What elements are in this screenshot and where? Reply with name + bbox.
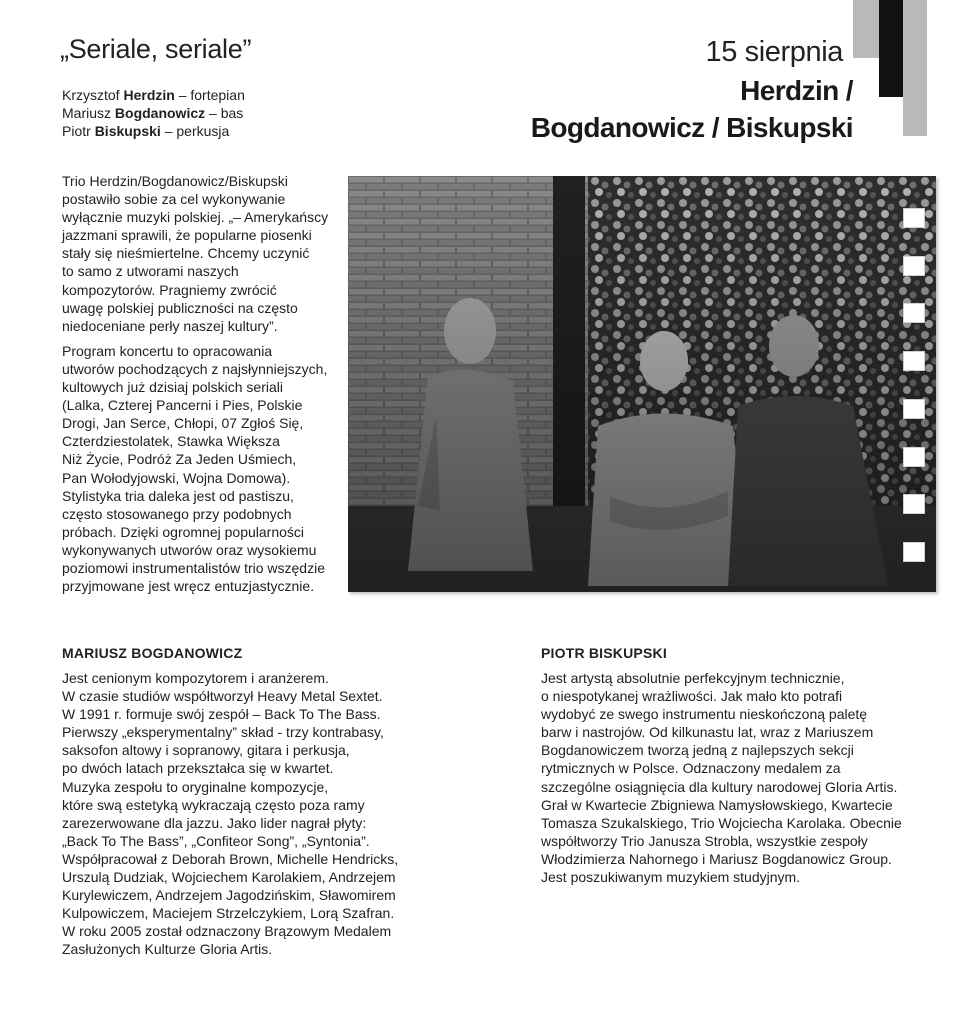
text-line: Urszulą Dudziak, Wojciechem Karolakiem, Andrzejem <box>62 869 396 886</box>
text-line: postawiło sobie za cel wykonywanie <box>62 191 286 208</box>
text-line: zarezerwowane dla jazzu. Jako lider nagrał płyty: <box>62 814 367 831</box>
text-line: Niż Życie, Podróż Za Jeden Uśmiech, <box>62 451 297 468</box>
text-line: stały się nieśmiertelne. Chcemy uczynić <box>62 245 310 262</box>
text-line: szczególne osiągnięcia dla kultury narodowej Gloria Artis. <box>541 778 898 795</box>
headline-line: Herdzin / <box>740 75 853 106</box>
text-line: wydobyć ze swego instrumentu nieskończoną paletę <box>541 706 868 723</box>
text-line: Drogi, Jan Serce, Chłopi, 07 Zgłoś Się, <box>62 415 304 432</box>
text-line: Tomasza Szukalskiego, Trio Wojciecha Karolaka. Obecnie <box>541 814 902 831</box>
bio-text-bogdanowicz <box>62 669 482 959</box>
text-line: „Back To The Bass”, „Confiteor Song”, „Syntonia”. <box>62 832 370 849</box>
decorative-bar-gray-right <box>903 0 927 136</box>
text-line: przyjmowane jest wręcz entuzjastycznie. <box>62 578 315 595</box>
text-line: uwagę polskiej publiczności na często <box>62 299 298 316</box>
headline-line: Bogdanowicz / Biskupski <box>530 112 853 143</box>
intro-text <box>62 172 344 602</box>
bio-heading-biskupski: PIOTR BISKUPSKI <box>541 645 667 661</box>
film-perforation <box>903 351 925 371</box>
text-line: wykonywanych utworów oraz wysokiemu <box>62 541 317 558</box>
text-line: Zasłużonych Kulturze Gloria Artis. <box>62 941 273 958</box>
trio-photo <box>348 176 936 592</box>
text-line: Jest artystą absolutnie perfekcyjnym technicznie, <box>541 670 845 686</box>
text-line: Bogdanowiczem tworzą jedną z najlepszych sekcji <box>541 742 854 759</box>
text-line: niedoceniane perły naszej kultury”. <box>62 317 278 334</box>
performer-line: Krzysztof Herdzin – fortepian <box>62 87 245 103</box>
film-perforation <box>903 494 925 514</box>
film-perforation <box>903 447 925 467</box>
performer-line: Mariusz Bogdanowicz – bas <box>62 105 244 121</box>
text-line: Program koncertu to opracowania <box>62 342 273 359</box>
decorative-bar-black <box>879 0 903 97</box>
text-line: po dwóch latach przekształca się w kwartet. <box>62 760 334 777</box>
text-line: saksofon altowy i sopranowy, gitara i perkusja, <box>62 742 350 759</box>
film-perforation <box>903 303 925 323</box>
text-line: kompozytorów. Pragniemy zwrócić <box>62 281 277 298</box>
text-line: W roku 2005 został odznaczony Brązowym Medalem <box>62 923 392 940</box>
bio-heading-bogdanowicz: MARIUSZ BOGDANOWICZ <box>62 645 243 661</box>
text-line: Kurylewiczem, Andrzejem Jagodzińskim, Sławomirem <box>62 887 396 904</box>
bio-text-biskupski <box>541 669 941 886</box>
text-line: wyłącznie muzyki polskiej. „– Amerykańscy <box>62 209 329 226</box>
text-line: jazzmani sprawili, że popularne piosenki <box>62 227 312 244</box>
text-line: barw i nastrojów. Od kilkunastu lat, wraz z Mariuszem <box>541 724 874 741</box>
text-line: Pierwszy „eksperymentalny” skład - trzy kontrabasy, <box>62 724 384 741</box>
text-line: współtworzy Trio Janusza Strobla, wszystkie zespoły <box>541 832 868 849</box>
text-line: Jest poszukiwanym muzykiem studyjnym. <box>541 869 801 886</box>
text-line: Czterdziestolatek, Stawka Większa <box>62 433 280 450</box>
performers-list <box>62 86 245 140</box>
text-line: Kulpowiczem, Maciejem Strzelczykiem, Lorą Szafran. <box>62 905 395 922</box>
concert-headline <box>531 72 853 146</box>
text-line: Trio Herdzin/Bogdanowicz/Biskupski <box>62 173 288 189</box>
text-line: kultowych już dzisiaj polskich seriali <box>62 379 283 396</box>
film-perforation <box>903 256 925 276</box>
text-line: o niespotykanej wrażliwości. Jak mało kto potrafi <box>541 688 843 705</box>
text-line: W 1991 r. formuje swój zespół – Back To The Bass. <box>62 706 381 723</box>
text-line: W czasie studiów współtworzył Heavy Metal Sextet. <box>62 688 383 705</box>
film-perforation <box>903 542 925 562</box>
text-line: Stylistyka tria daleka jest od pastiszu, <box>62 487 294 504</box>
series-title: „Seriale, seriale” <box>60 34 252 64</box>
intro-paragraph-1 <box>62 172 344 335</box>
text-line: często stosowanego przy podobnych <box>62 505 292 522</box>
text-line: Jest cenionym kompozytorem i aranżerem. <box>62 670 329 686</box>
text-line: Współpracował z Deborah Brown, Michelle Hendricks, <box>62 850 399 867</box>
text-line: utworów pochodzących z najsłynniejszych, <box>62 360 328 377</box>
film-perforation <box>903 399 925 419</box>
text-line: Pan Wołodyjowski, Wojna Domowa). <box>62 469 291 486</box>
concert-date: 15 sierpnia <box>705 36 843 68</box>
trio-photo-illustration <box>348 176 936 592</box>
text-line: próbach. Dzięki ogromnej popularności <box>62 523 305 540</box>
decorative-bar-gray-left <box>853 0 879 58</box>
performer-line: Piotr Biskupski – perkusja <box>62 123 230 139</box>
text-line: poziomowi instrumentalistów trio wszędzie <box>62 559 325 576</box>
text-line: (Lalka, Czterej Pancerni i Pies, Polskie <box>62 397 303 414</box>
film-perforation <box>903 208 925 228</box>
text-line: to samo z utworami naszych <box>62 263 239 280</box>
intro-paragraph-2 <box>62 342 344 595</box>
text-line: Grał w Kwartecie Zbigniewa Namysłowskiego, Kwartecie <box>541 796 893 813</box>
text-line: Włodzimierza Nahornego i Mariusz Bogdanowicz Group. <box>541 850 892 867</box>
text-line: które swą estetyką wykraczają często poza ramy <box>62 796 365 813</box>
text-line: Muzyka zespołu to oryginalne kompozycje, <box>62 778 329 795</box>
text-line: rytmicznych w Polsce. Odznaczony medalem za <box>541 760 841 777</box>
